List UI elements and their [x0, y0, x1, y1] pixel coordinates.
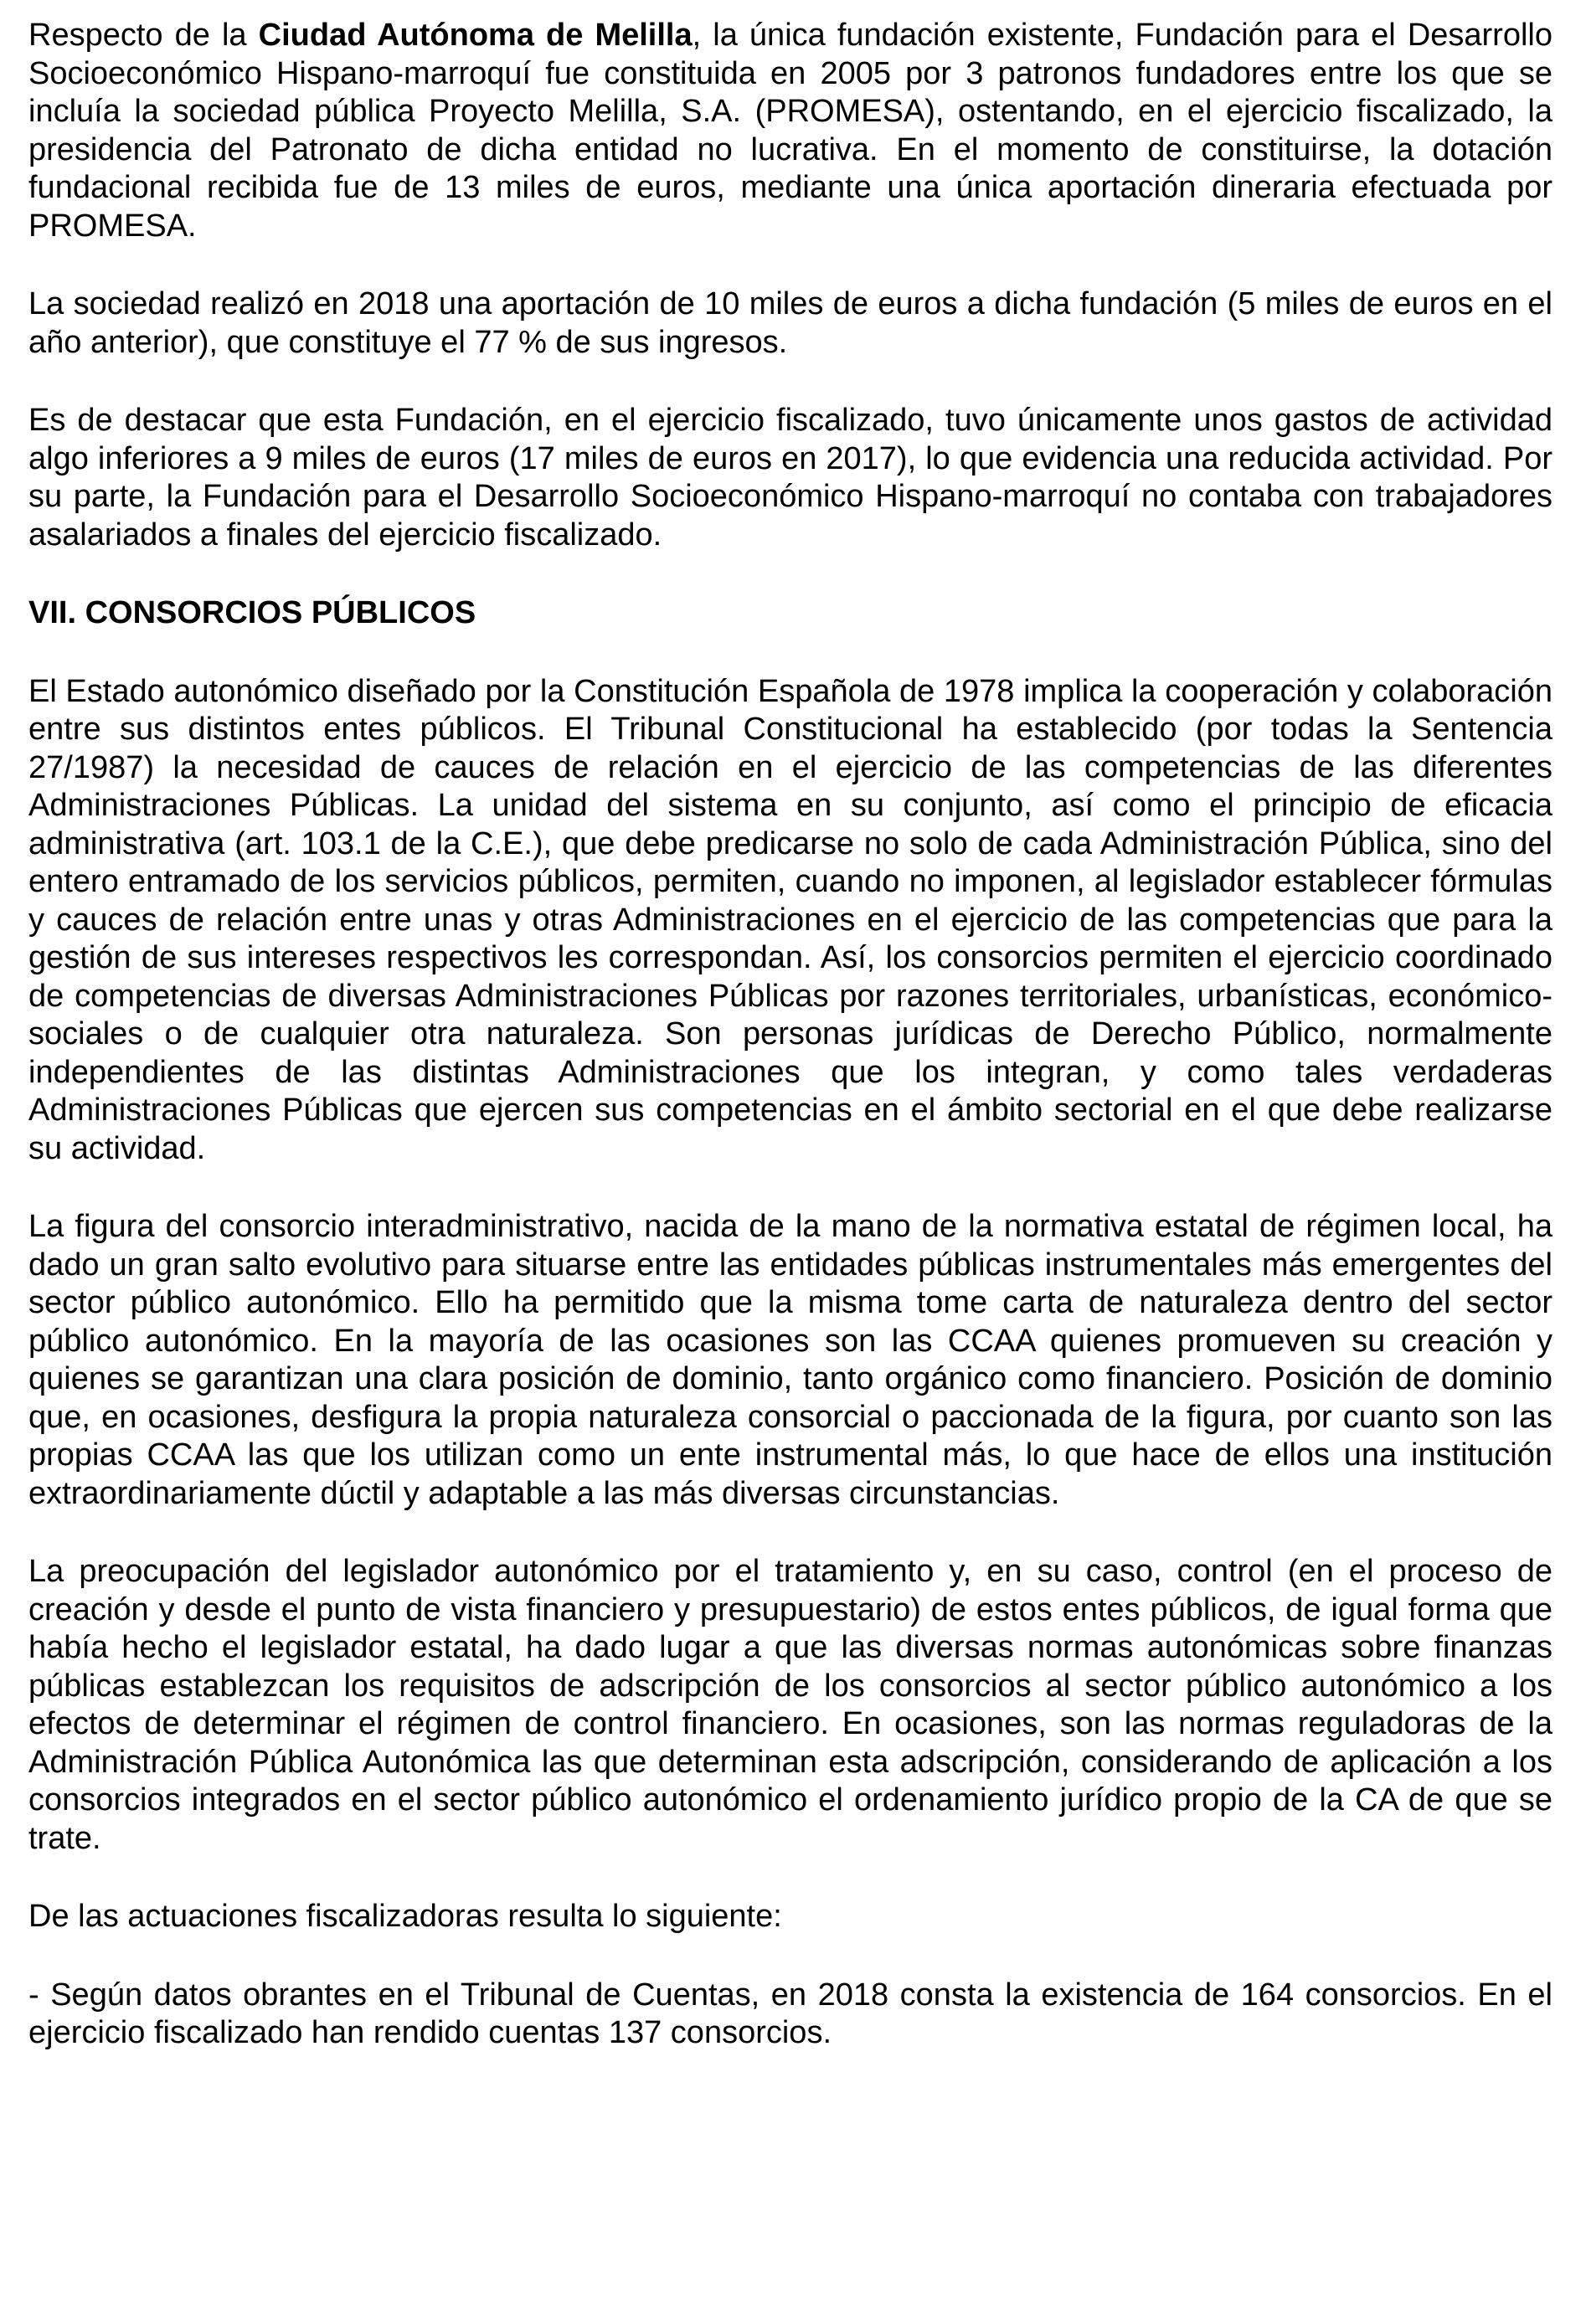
- paragraph-actuaciones: De las actuaciones fiscalizadoras resulta lo siguiente:: [28, 1899, 782, 1934]
- paragraph-gap: [28, 245, 1553, 285]
- paragraph-activity: Es de destacar que esta Fundación, en el ejercicio fiscalizado, tuvo únicamente unos gastos de actividad algo inferiores a 9 miles de euros (17 miles de euros en 2017), lo que evidencia una reducida actividad. Por su parte, la Fundación para el Desarrollo Socioeconómico Hispano-marroquí no contaba con trabajadores asalariados a finales del ejercicio fiscalizado.: [28, 403, 1553, 553]
- paragraph-gap: [28, 1168, 1553, 1208]
- section-heading: VII. CONSORCIOS PÚBLICOS: [28, 595, 476, 630]
- paragraph-gap: [28, 554, 1553, 594]
- paragraph-figura-consorcio: La figura del consorcio interadministrativo, nacida de la mano de la normativa estatal de régimen local, ha dado un gran salto evolutivo para situarse entre las entidades públicas instrumentales más emergentes del sector público autonómico. Ello ha permitido que la misma tome carta de naturaleza dentro del sector público autonómico. En la mayoría de las ocasiones son las CCAA quienes promueven su creación y quienes se garantizan una clara posición de dominio, tanto orgánico como financiero. Posición de dominio que, en ocasiones, desfigura la propia naturaleza consorcial o paccionada de la figura, por cuanto son las propias CCAA las que los utilizan como un ente instrumental más, lo que hace de ellos una institución extraordinariamente dúctil y adaptable a las más diversas circunstancias.: [28, 1209, 1553, 1511]
- paragraph-contribution: La sociedad realizó en 2018 una aportación de 10 miles de euros a dicha fundación (5 miles de euros en el año anterior), que constituye el 77 % de sus ingresos.: [28, 286, 1553, 360]
- document-page: [28, 17, 1553, 2053]
- paragraph-gap: [28, 1513, 1553, 1553]
- paragraph-preocupacion-legislador: La preocupación del legislador autonómico por el tratamiento y, en su caso, control (en el proceso de creación y desde el punto de vista financiero y presupuestario) de estos entes públicos, de igual forma que había hecho el legislador estatal, ha dado lugar a que las diversas normas autonómicas sobre finanzas públicas establezcan los requisitos de adscripción de los consorcios al sector público autonómico a los efectos de determinar el régimen de control financiero. En ocasiones, son las normas reguladoras de la Administración Pública Autonómica las que determinan esta adscripción, considerando de aplicación a los consorcios integrados en el sector público autonómico el ordenamiento jurídico propio de la CA de que se trate.: [28, 1554, 1553, 1856]
- paragraph-datos-consorcios: - Según datos obrantes en el Tribunal de Cuentas, en 2018 consta la existencia de 164 consorcios. En el ejercicio fiscalizado han rendido cuentas 137 consorcios.: [28, 1977, 1553, 2050]
- paragraph-melilla-foundation: [28, 17, 1553, 245]
- paragraph-gap: [28, 1936, 1553, 1977]
- paragraph-text: Respecto de la: [28, 18, 259, 53]
- paragraph-gap: [28, 362, 1553, 402]
- paragraph-gap: [28, 633, 1553, 673]
- paragraph-text: , la única fundación existente, Fundación para el Desarrollo Socioeconómico Hispano-marroquí fue constituida en 2005 por 3 patronos fundadores entre los que se incluía la sociedad pública Proyecto Melilla, S.A. (PROMESA), ostentando, en el ejercicio fiscalizado, la presidencia del Patronato de dicha entidad no lucrativa. En el momento de constituirse, la dotación fundacional recibida fue de 13 miles de euros, mediante una única aportación dineraria efectuada por PROMESA.: [28, 18, 1553, 244]
- paragraph-gap: [28, 1858, 1553, 1898]
- paragraph-estado-autonomico: El Estado autonómico diseñado por la Constitución Española de 1978 implica la cooperación y colaboración entre sus distintos entes públicos. El Tribunal Constitucional ha establecido (por todas la Sentencia 27/1987) la necesidad de cauces de relación en el ejercicio de las competencias de las diferentes Administraciones Públicas. La unidad del sistema en su conjunto, así como el principio de eficacia administrativa (art. 103.1 de la C.E.), que debe predicarse no solo de cada Administración Pública, sino del entero entramado de los servicios públicos, permiten, cuando no imponen, al legislador establecer fórmulas y cauces de relación entre unas y otras Administraciones en el ejercicio de las competencias que para la gestión de sus intereses respectivos les correspondan. Así, los consorcios permiten el ejercicio coordinado de competencias de diversas Administraciones Públicas por razones territoriales, urbanísticas, económico-sociales o de cualquier otra naturaleza. Son personas jurídicas de Derecho Público, normalmente independientes de las distintas Administraciones que los integran, y como tales verdaderas Administraciones Públicas que ejercen sus competencias en el ámbito sectorial en el que debe realizarse su actividad.: [28, 673, 1553, 1166]
- bold-ciudad-autonoma: Ciudad Autónoma de Melilla: [258, 18, 693, 53]
